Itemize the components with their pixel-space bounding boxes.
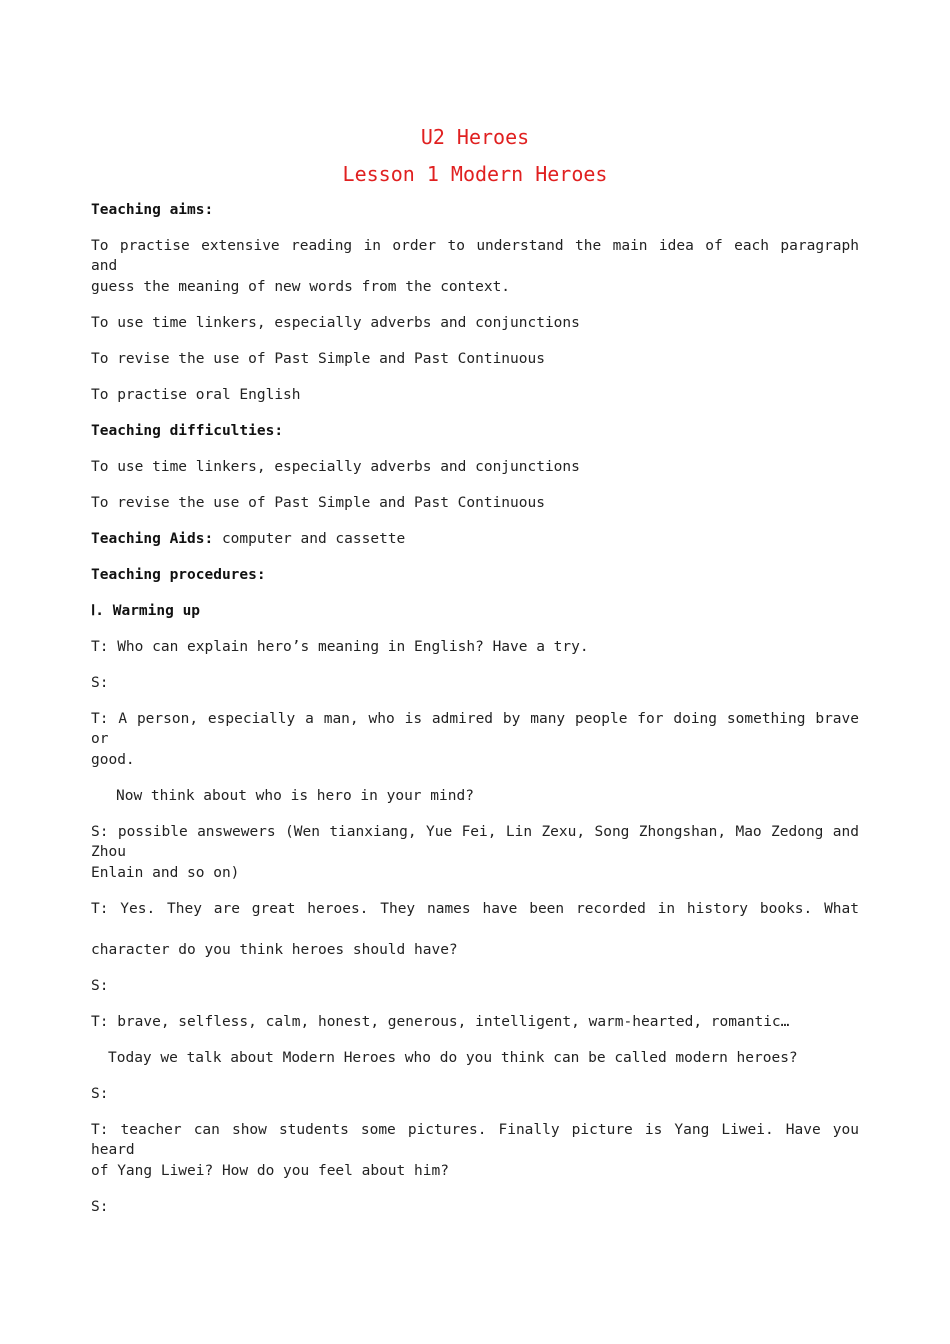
teaching-aids-value: computer and cassette <box>213 531 406 547</box>
dialogue-line: T: Yes. They are great heroes. They names have been recorded in history books. What <box>91 901 859 917</box>
dialogue-line: T: Who can explain hero’s meaning in English? Have a try. <box>91 639 589 655</box>
dialogue-line: T: A person, especially a man, who is admired by many people for doing something brave or <box>91 711 859 747</box>
difficulties-line-2: To revise the use of Past Simple and Past Continuous <box>91 495 545 511</box>
aims-line-4: To practise oral English <box>91 387 301 403</box>
dialogue-line: T: brave, selfless, calm, honest, generous, intelligent, warm-hearted, romantic… <box>91 1014 790 1030</box>
dialogue-line: S: <box>91 1086 109 1102</box>
teaching-aids-line <box>91 529 405 549</box>
aims-line-1b: guess the meaning of new words from the context. <box>91 279 511 295</box>
dialogue-line: S: <box>91 978 109 994</box>
aims-line-3: To revise the use of Past Simple and Past Continuous <box>91 351 545 367</box>
teaching-procedures-heading: Teaching procedures: <box>91 567 266 583</box>
dialogue-line: of Yang Liwei? How do you feel about him? <box>91 1163 449 1179</box>
aims-line-2: To use time linkers, especially adverbs and conjunctions <box>91 315 580 331</box>
dialogue-line: good. <box>91 752 135 768</box>
teaching-aids-heading: Teaching Aids: <box>91 531 214 547</box>
dialogue-line: S: <box>91 1199 109 1215</box>
difficulties-line-1: To use time linkers, especially adverbs and conjunctions <box>91 459 580 475</box>
dialogue-line: character do you think heroes should have? <box>91 942 458 958</box>
page-subtitle: Lesson 1 Modern Heroes <box>342 162 608 186</box>
teaching-aims-heading: Teaching aims: <box>91 202 214 218</box>
section-warming-up: Ⅰ. Warming up <box>91 603 201 619</box>
dialogue-line: S: <box>91 675 109 691</box>
aims-line-1a: To practise extensive reading in order to understand the main idea of each paragraph and <box>91 238 859 274</box>
dialogue-line: Today we talk about Modern Heroes who do you think can be called modern heroes? <box>108 1050 798 1066</box>
page-title: U2 Heroes <box>420 125 530 149</box>
dialogue-line: T: teacher can show students some pictures. Finally picture is Yang Liwei. Have you heard <box>91 1122 859 1158</box>
dialogue-line: S: possible answewers (Wen tianxiang, Yue Fei, Lin Zexu, Song Zhongshan, Mao Zedong and Zhou <box>91 824 859 860</box>
dialogue-line: Now think about who is hero in your mind? <box>116 788 474 804</box>
dialogue-line: Enlain and so on) <box>91 865 240 881</box>
teaching-difficulties-heading: Teaching difficulties: <box>91 423 284 439</box>
